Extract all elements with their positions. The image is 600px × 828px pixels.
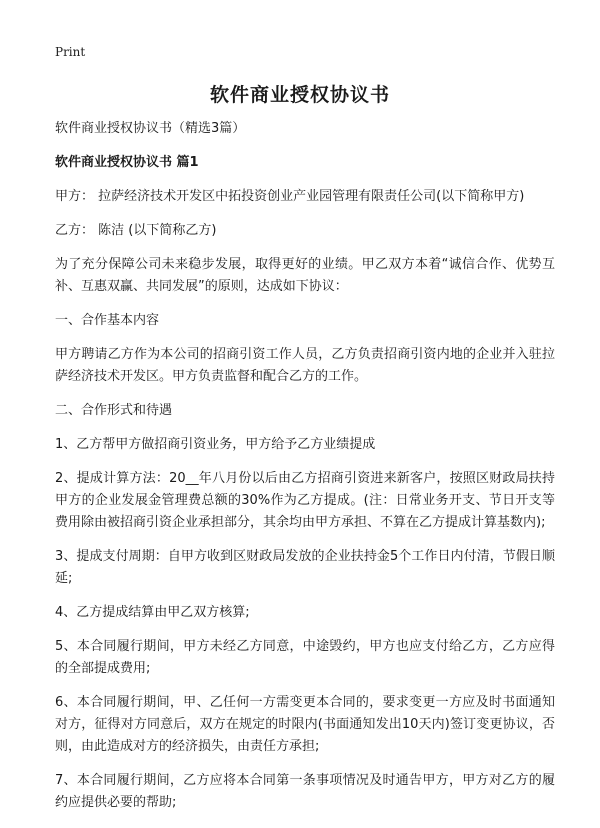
section-heading: 软件商业授权协议书 篇1: [55, 155, 199, 170]
paragraph-party-a: 甲方： 拉萨经济技术开发区中拓投资创业产业园管理有限责任公司(以下简称甲方): [55, 189, 525, 204]
document-title: 软件商业授权协议书: [209, 84, 390, 106]
clause-5: 5、本合同履行期间，甲方未经乙方同意，中途毁约，甲方也应支付给乙方，乙方应得的全部提成费用;: [55, 639, 555, 676]
clause-6: 6、本合同履行期间，甲、乙任何一方需变更本合同的，要求变更一方应及时书面通知对方，征得对方同意后，双方在规定的时限内(书面通知发出10天内)签订变更协议，否则，由此造成对方的经济损失，由责任方承担;: [55, 695, 555, 754]
document-subtitle: 软件商业授权协议书（精选3篇）: [55, 121, 246, 136]
paragraph-party-b: 乙方： 陈洁 (以下简称乙方): [55, 223, 217, 238]
document-body: [55, 118, 555, 826]
paragraph-basic-content: 甲方聘请乙方作为本公司的招商引资工作人员，乙方负责招商引资内地的企业并入驻拉萨经济技术开发区。甲方负责监督和配合乙方的工作。: [55, 347, 555, 384]
heading-basic-content: 一、合作基本内容: [55, 313, 160, 328]
clause-4: 4、乙方提成结算由甲乙双方核算;: [55, 605, 250, 620]
clause-2: 2、提成计算方法：20__年八月份以后由乙方招商引资进来新客户，按照区财政局扶持甲方的企业发展金管理费总额的30%作为乙方提成。(注：日常业务开支、节日开支等费用除由被招商引资企业承担部分，其余均由甲方承担、不算在乙方提成计算基数内);: [55, 471, 555, 530]
heading-cooperation-form: 二、合作形式和待遇: [55, 403, 173, 418]
print-label: Print: [55, 45, 86, 59]
paragraph-preamble: 为了充分保障公司未来稳步发展，取得更好的业绩。甲乙双方本着“诚信合作、优势互补、互惠双赢、共同发展”的原则，达成如下协议：: [55, 257, 555, 294]
clause-7: 7、本合同履行期间，乙方应将本合同第一条事项情况及时通告甲方，甲方对乙方的履约应提供必要的帮助;: [55, 773, 555, 810]
clause-1: 1、乙方帮甲方做招商引资业务，甲方给予乙方业绩提成: [55, 437, 376, 452]
clause-3: 3、提成支付周期：自甲方收到区财政局发放的企业扶持金5个工作日内付清，节假日顺延;: [55, 549, 555, 586]
